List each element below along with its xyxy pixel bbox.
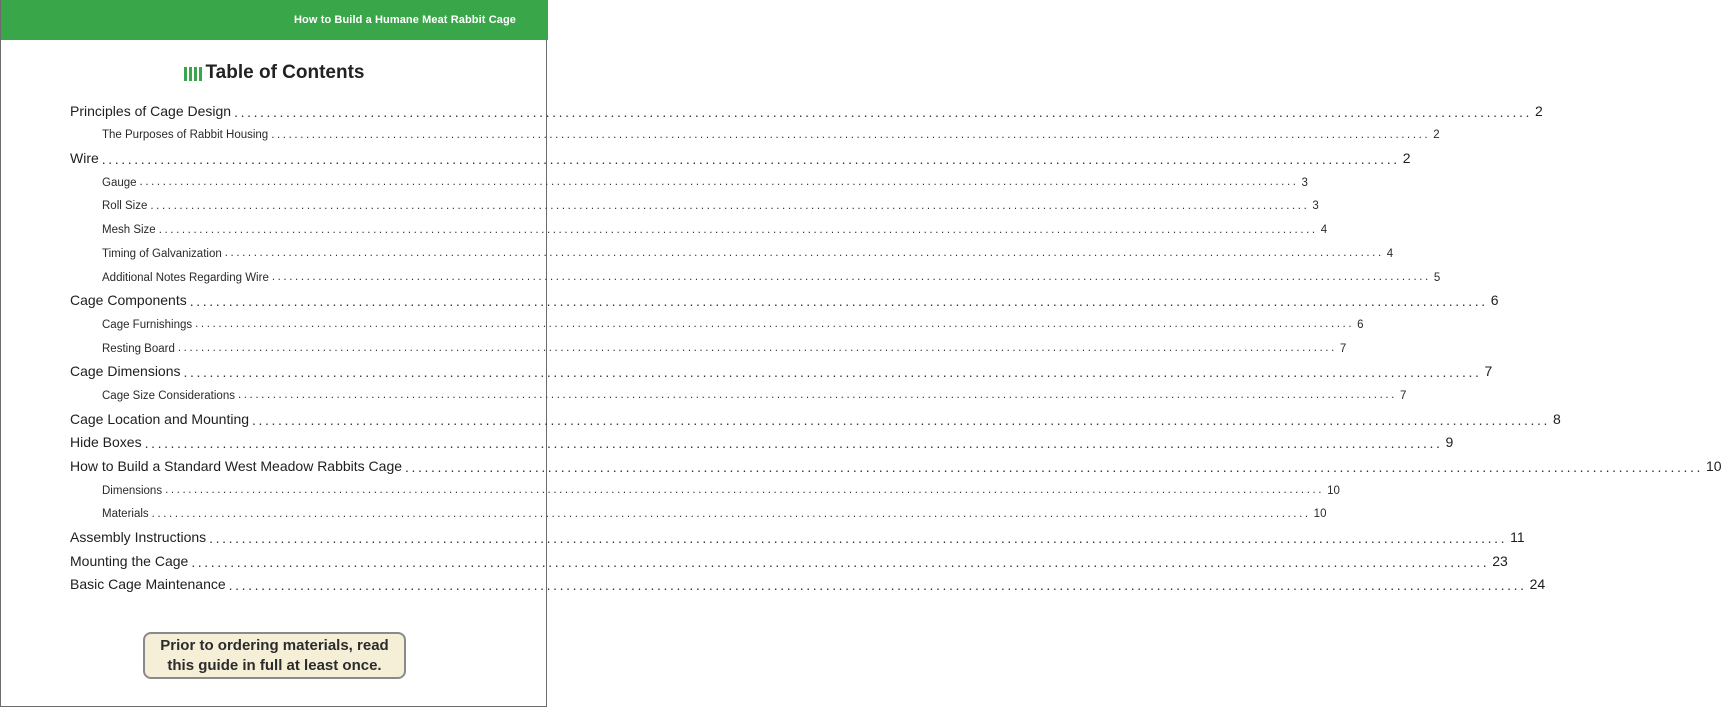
dot-leader: ........................................................................................................................................................................................................ [237, 389, 1397, 402]
toc-entry-page: 7 [1484, 363, 1493, 380]
toc-entry[interactable] [70, 573, 1546, 597]
toc-entry-label: The Purposes of Rabbit Housing [102, 129, 269, 142]
dot-leader: ........................................................................................................................................................................................................ [271, 128, 1431, 141]
dot-leader: ........................................................................................................................................................................................................ [144, 435, 1443, 452]
toc-entry-page: 4 [1386, 247, 1394, 260]
toc-entry[interactable] [70, 431, 1454, 455]
toc-entry-label: Cage Components [70, 292, 187, 309]
dot-leader: ........................................................................................................................................................................................................ [228, 577, 1527, 594]
toc-entry-label: Additional Notes Regarding Wire [102, 271, 269, 284]
toc-entry-page: 6 [1357, 318, 1364, 331]
toc-entry-label: Wire [70, 150, 99, 167]
toc-entry-label: Hide Boxes [70, 434, 142, 451]
toc-entry-page: 7 [1339, 342, 1347, 355]
toc-entry-page: 9 [1445, 434, 1454, 451]
toc-entry-page: 7 [1399, 389, 1407, 402]
dot-leader: ........................................................................................................................................................................................................ [139, 176, 1299, 189]
dot-leader: ........................................................................................................................................................................................................ [234, 103, 1533, 120]
toc-entry[interactable] [70, 549, 1508, 573]
dot-leader: ........................................................................................................................................................................................................ [158, 223, 1318, 236]
dot-leader: ........................................................................................................................................................................................................ [151, 507, 1311, 520]
toc-entry-label: How to Build a Standard West Meadow Rabbits Cage [70, 458, 403, 474]
dot-leader: ........................................................................................................................................................................................................ [252, 411, 1550, 428]
dot-leader: ........................................................................................................................................................................................................ [150, 199, 1310, 212]
note-line-1: Prior to ordering materials, read [160, 636, 389, 654]
toc-entry[interactable] [70, 454, 1722, 478]
toc-entry-page: 23 [1492, 552, 1508, 569]
toc-subentry[interactable] [70, 241, 1394, 265]
dot-leader: ........................................................................................................................................................................................................ [165, 484, 1325, 497]
toc-entry-page: 3 [1312, 200, 1319, 213]
toc-entry-page: 11 [1510, 529, 1525, 546]
toc-entry-page: 2 [1433, 129, 1440, 142]
toc-subentry[interactable] [70, 312, 1364, 336]
toc-entry-label: Mounting the Cage [70, 552, 189, 569]
toc-subentry[interactable] [70, 478, 1340, 502]
toc-entry-label: Cage Dimensions [70, 363, 181, 380]
toc-title: Table of Contents [205, 62, 365, 83]
dot-leader: ........................................................................................................................................................................................................ [183, 364, 1482, 381]
toc-subentry[interactable] [70, 123, 1440, 147]
toc-entry-page: 2 [1402, 150, 1411, 167]
toc-entry-page: 24 [1529, 576, 1546, 593]
toc-entry-page: 3 [1301, 176, 1308, 189]
toc-entry-label: Materials [102, 508, 149, 521]
header-bar [1, 0, 548, 40]
toc-list [70, 99, 1722, 596]
toc-entry[interactable] [70, 407, 1561, 431]
dot-leader: ........................................................................................................................................................................................................ [195, 318, 1355, 331]
toc-entry-page: 5 [1433, 271, 1441, 284]
toc-subentry[interactable] [70, 217, 1328, 241]
toc-subentry[interactable] [70, 502, 1327, 526]
toc-entry-page: 10 [1313, 508, 1327, 521]
toc-entry-label: Gauge [102, 176, 137, 189]
toc-entry-label: Mesh Size [102, 224, 156, 237]
dot-leader: ........................................................................................................................................................................................................ [209, 530, 1508, 547]
toc-entry-label: Assembly Instructions [70, 529, 207, 546]
note-box [143, 632, 406, 679]
toc-entry-label: Basic Cage Maintenance [70, 576, 226, 593]
toc-subentry[interactable] [70, 170, 1308, 194]
dot-leader: ........................................................................................................................................................................................................ [189, 293, 1488, 310]
dot-leader: ........................................................................................................................................................................................................ [405, 459, 1703, 475]
toc-entry-label: Cage Furnishings [102, 318, 193, 331]
note-line-2: this guide in full at least once. [167, 656, 382, 674]
dot-leader: ........................................................................................................................................................................................................ [177, 342, 1337, 355]
toc-entry[interactable] [70, 289, 1499, 313]
toc-entry[interactable] [70, 99, 1543, 123]
toc-entry-label: Cage Size Considerations [102, 389, 235, 402]
toc-entry-label: Roll Size [102, 200, 148, 213]
dot-leader: ........................................................................................................................................................................................................ [224, 247, 1384, 260]
dot-leader: ........................................................................................................................................................................................................ [101, 151, 1400, 168]
toc-entry-page: 10 [1705, 458, 1722, 474]
green-bars-icon [184, 67, 202, 81]
toc-entry-page: 8 [1552, 410, 1561, 427]
toc-entry[interactable] [70, 146, 1411, 170]
toc-heading [1, 62, 548, 84]
toc-entry-label: Dimensions [102, 484, 163, 497]
header-title: How to Build a Humane Meat Rabbit Cage [294, 14, 516, 26]
toc-entry-label: Resting Board [102, 342, 175, 355]
toc-subentry[interactable] [70, 336, 1347, 360]
toc-entry[interactable] [70, 360, 1493, 384]
toc-entry-label: Cage Location and Mounting [70, 410, 250, 427]
toc-entry-label: Timing of Galvanization [102, 247, 222, 260]
toc-entry-page: 10 [1327, 484, 1340, 497]
toc-subentry[interactable] [70, 265, 1441, 289]
toc-subentry[interactable] [70, 194, 1319, 218]
toc-subentry[interactable] [70, 383, 1407, 407]
dot-leader: ........................................................................................................................................................................................................ [271, 271, 1431, 283]
toc-entry-page: 6 [1490, 292, 1499, 309]
dot-leader: ........................................................................................................................................................................................................ [191, 553, 1490, 570]
toc-entry-label: Principles of Cage Design [70, 102, 232, 119]
toc-entry-page: 4 [1320, 224, 1328, 237]
toc-entry-page: 2 [1535, 102, 1543, 119]
toc-entry[interactable] [70, 525, 1525, 549]
